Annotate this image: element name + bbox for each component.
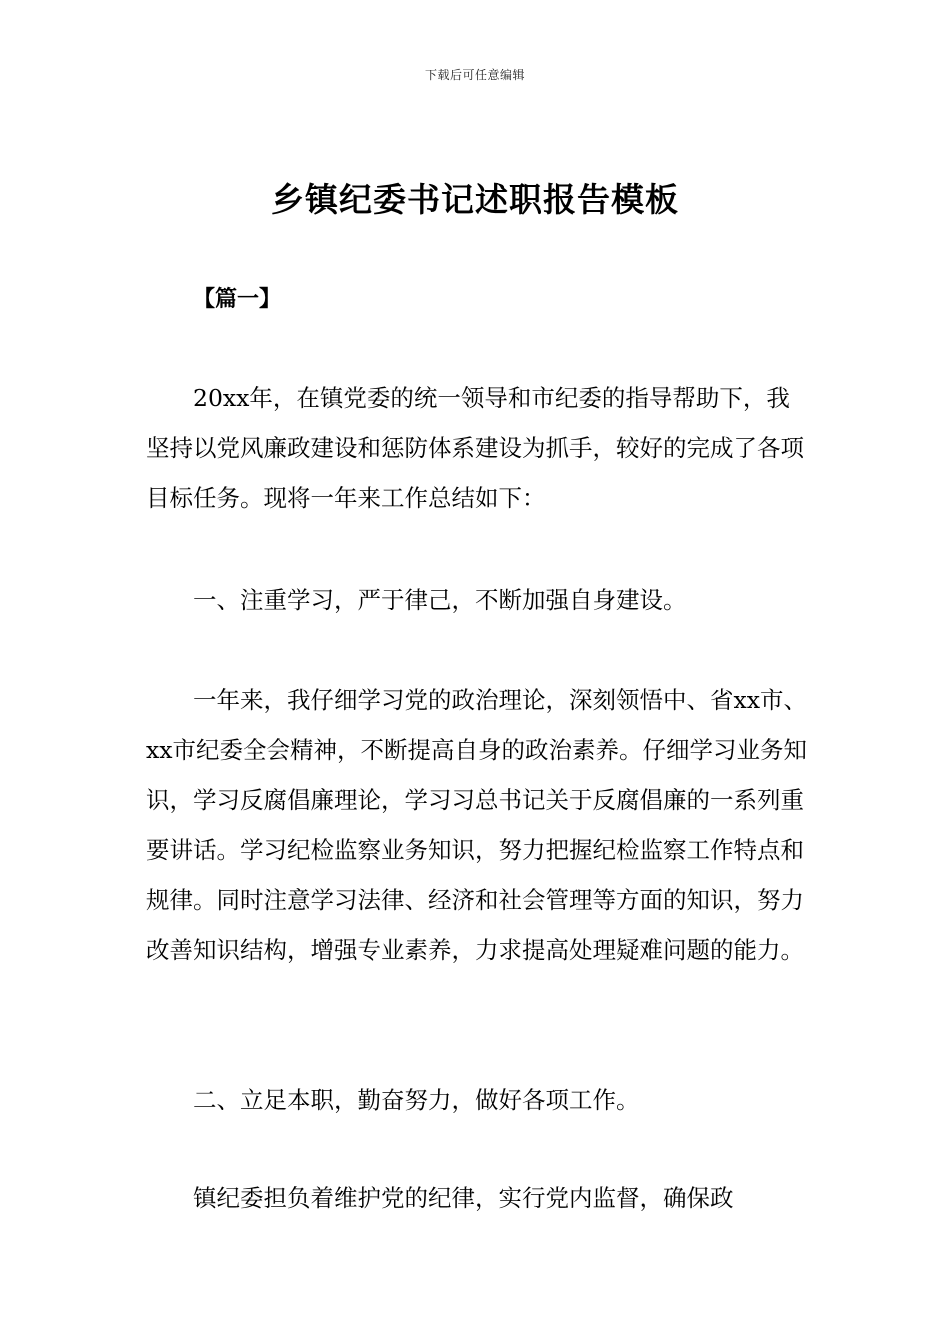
document-title: 乡镇纪委书记述职报告模板 [271,180,679,219]
header-note: 下载后可任意编辑 [424,68,525,82]
paragraph-intro: 20xx年，在镇党委的统一领导和市纪委的指导帮助下，我坚持以党风廉政建设和惩防体系建设为抓手，较好的完成了各项目标任务。现将一年来工作总结如下： [146,384,804,512]
paragraph-study: 一年来，我仔细学习党的政治理论，深刻领悟中、省xx市、xx市纪委全会精神，不断提高自身的政治素养。仔细学习业务知识，学习反腐倡廉理论，学习习总书记关于反腐倡廉的一系列重要讲话。学习纪检监察业务知识，努力把握纪检监察工作特点和规律。同时注意学习法律、经济和社会管理等方面的知识，努力改善知识结构，增强专业素养，力求提高处理疑难问题的能力。 [146,686,808,964]
section-heading-1: 一、注重学习，严于律己，不断加强自身建设。 [193,586,687,614]
section-heading-2: 二、立足本职，勤奋努力，做好各项工作。 [193,1086,640,1114]
paragraph-duty: 镇纪委担负着维护党的纪律，实行党内监督，确保政 [193,1184,734,1212]
section-tag: 【篇一】 [193,287,282,312]
